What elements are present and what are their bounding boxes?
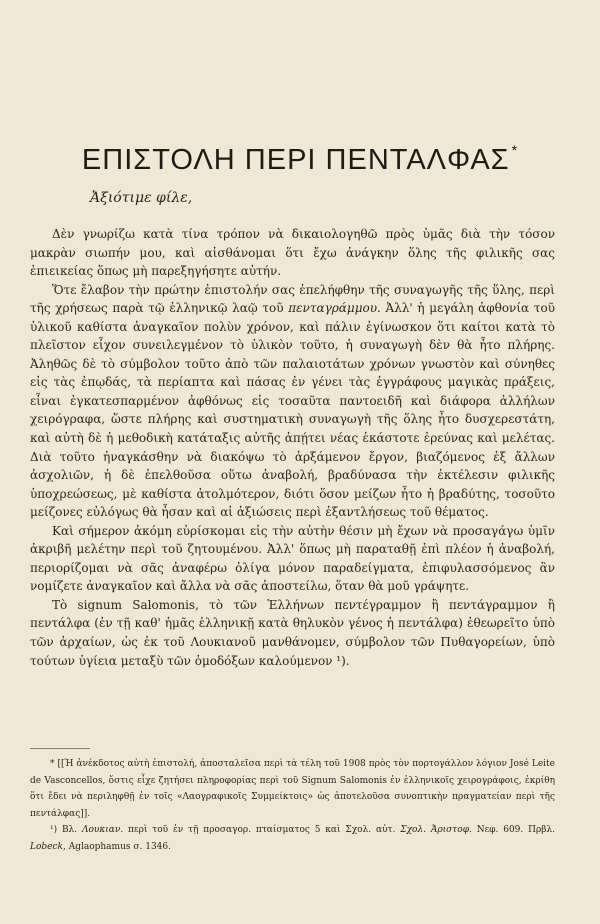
footnote-1 [30, 822, 555, 855]
footnote-text: περὶ τοῦ ἐν τῇ προσαγορ. πταίσματος 5 καὶ Σχολ. αὐτ. [123, 825, 401, 836]
title-footnote-mark: * [511, 142, 519, 158]
paragraph-text: Ὅτε ἔλαβον τὴν πρώτην ἐπιστολήν σας ἐπελήφθην τῆς συναγωγῆς τῆς ὕλης, περὶ τῆς χρήσεως παρὰ τῷ ἑλληνικῷ λαῷ τοῦ [30, 282, 555, 316]
footnote-text: ¹) Βλ. [50, 825, 82, 836]
footnote-italic: Λουκιαν. [81, 825, 124, 836]
paragraph-text: Δὲν γνωρίζω κατὰ τίνα τρόπον νὰ δικαιολογηθῶ πρὸς ὑμᾶς διὰ τὴν τόσον μακρὰν σιωπήν μου, καὶ αἰσθάνομαι ὅτι ἔχω ἀνάγκην ὅλης τῆς φιλικῆς σας ἐπιεικείας ὅπως μὴ παρεξηγήσητε αὐτήν. [30, 227, 555, 279]
footnote-text: Νεφ. 609. Πρβλ. [471, 825, 556, 836]
paragraph-text: . Ἀλλ' ἡ μεγάλη ἀφθονία τοῦ ὑλικοῦ καθίστα ἀναγκαῖον πολὺν χρόνον, καὶ πάλιν ἐγίνωσκον ὅτι καίτοι κατὰ τὸ πλεῖστον εἶχον συνειλεγμένον τὸ ὑλικὸν τοῦτο, ἡ συναγωγὴ δὲν θὰ ἦτο πλήρης. Ἀληθῶς δὲ τὸ σύμβολον τοῦτο ἀπὸ τῶν παλαιοτάτων χρόνων γνωστὸν καὶ σύνηθες εἰς τὰς ἐπῳδάς, τὰ περίαπτα καὶ πάσας ἐν γένει τὰς ἐγγράφους μαγικὰς πράξεις, εἶναι ἐγκατεσπαρμένον ἀφθόνως εἰς τοσαῦτα παντοειδῆ καὶ διάφορα ἀλλήλων χειρόγραφα, ὥστε πλήρης καὶ συστηματικὴ συναγωγὴ τῆς ὅλης ἦτο δυσχερεστάτη, καὶ αὐτὴ δὲ ἡ μεθοδικὴ κατάταξις αὐτῆς ἀπῄτει νέας ἑκάστοτε ἐρεύνας καὶ μελέτας. Διὰ τοῦτο ἠναγκάσθην νὰ διακόψω τὸ ἀρξάμενον ἔργον, βιαζόμενος ἐξ ἄλλων ἀσχολιῶν, ἡ δὲ ἐπελθοῦσα οὕτω ἀναβολή, βραδύνασα τὴν ἐκτέλεσιν φιλικῆς ὑποχρεώσεως, μὲ καθίστα ἀτολμότερον, διότι ὅσον μείζων ἦτο ἡ βραδύτης, τοσοῦτο μείζονες εὐλόγως θὰ ἦσαν καὶ αἱ ἀξιώσεις περὶ ἐξαντλήσεως τοῦ θέματος. [30, 301, 555, 520]
paragraph-text: Τὸ signum Salomonis, τὸ τῶν Ἑλλήνων πεντέγραμμον ἢ πεντάγραμμον ἢ πεντάλφα (ἐν τῇ καθ' ἡμᾶς ἑλληνικῇ κατὰ θηλυκὸν γένος ἡ πεντάλφα) ἐθεωρεῖτο ὑπὸ τῶν ἀρχαίων, ὡς ἐκ τοῦ Λουκιανοῦ μανθάνομεν, σύμβολον τῶν Πυθαγορείων, ὑπὸ τούτων ὑγίεια μεταξὺ τῶν ὁμοδόξων καλούμενον ¹). [30, 597, 555, 668]
footnote-italic: Σχολ. Ἀριστοφ. [400, 825, 472, 836]
paragraph-3 [30, 522, 555, 596]
footnote-text: , Aglaophamus σ. 1346. [62, 841, 171, 852]
footnote-text: * [[Ἡ ἀνέκδοτος αὐτὴ ἐπιστολή, ἀποσταλεῖσα περὶ τὰ τέλη τοῦ 1908 πρὸς τὸν πορτογάλλον λόγιον José Leite de Vasconcellos, ὅστις εἶχε ζητήσει πληροφορίας περὶ τοῦ Signum Salomonis ἐν ἑλληνικοῖς χειρογράφοις, ἐκρίθη ὅτι ἔδει νὰ περιληφθῇ ἐν τοῖς «Λαογραφικοῖς Συμμείκτοις» ὡς ἀποτελοῦσα συνοπτικὴν πραγματείαν περὶ τῆς πεντάλφας]]. [30, 759, 555, 819]
paragraph-4 [30, 596, 555, 670]
footnotes [30, 756, 555, 856]
paragraph-text: Καὶ σήμερον ἀκόμη εὑρίσκομαι εἰς τὴν αὐτὴν θέσιν μὴ ἔχων νὰ προσαγάγω ὑμῖν ἀκριβῆ μελέτην περὶ τοῦ ζητουμένου. Ἀλλ' ὅπως μὴ παραταθῇ ἐπὶ πλέον ἡ ἀναβολή, περιορίζομαι νὰ σᾶς ἀναφέρω ὀλίγα μόνον παραδείγματα, ἐπιφυλασσόμενος ἂν νομίζετε ἀναγκαῖον καὶ ἄλλα νὰ σᾶς ἀποστείλω, ὅταν θὰ μοῦ γράψητε. [30, 523, 555, 594]
letter-body [30, 225, 555, 670]
footnote-divider [30, 748, 90, 749]
page-title [0, 142, 600, 177]
italic-term: πενταγράμμου [288, 301, 378, 316]
salutation: Ἀξιότιμε φίλε, [90, 190, 193, 206]
title-text: ΕΠΙΣΤΟΛΗ ΠΕΡΙ ΠΕΝΤΑΛΦΑΣ [81, 144, 510, 176]
paragraph-1 [30, 225, 555, 281]
paragraph-2 [30, 281, 555, 522]
footnote-italic: Lobeck [30, 841, 63, 852]
footnote-editorial [30, 756, 555, 822]
